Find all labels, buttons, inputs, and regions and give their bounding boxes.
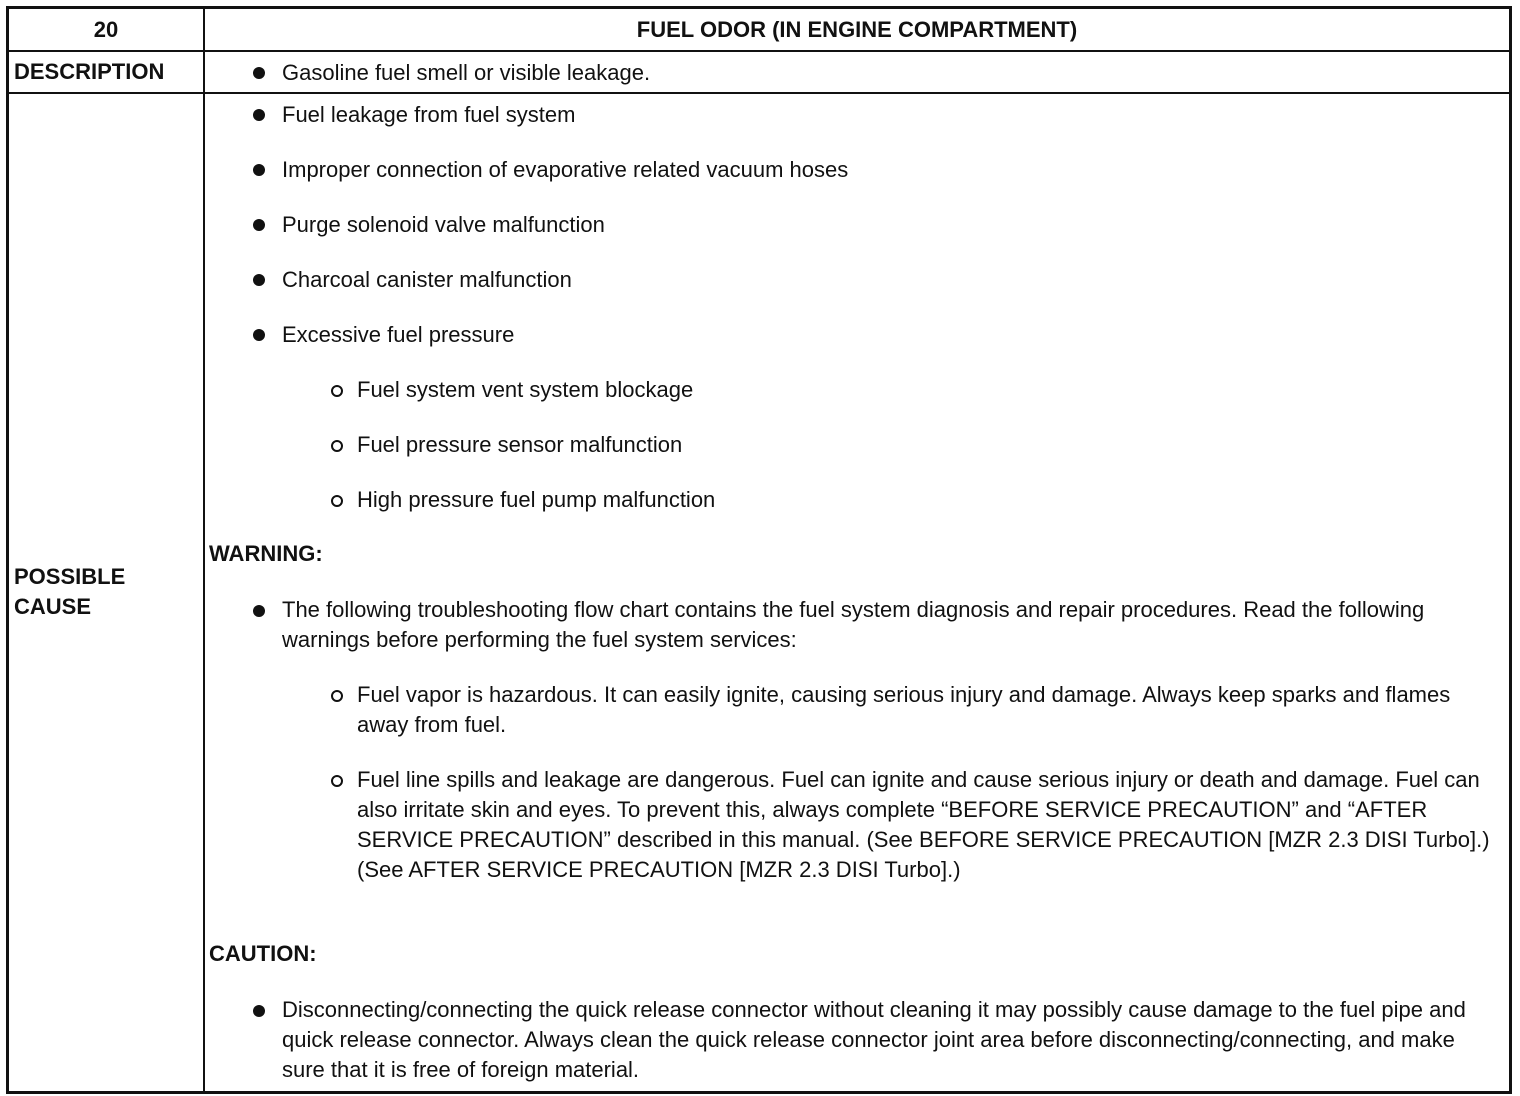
cause-item: Improper connection of evaporative related vacuum hoses (282, 157, 849, 182)
possible-cause-label (14, 562, 125, 622)
troubleshooting-table (6, 6, 1512, 1094)
circle-bullet-icon (331, 690, 343, 702)
bullet-icon (253, 605, 265, 617)
circle-bullet-icon (331, 495, 343, 507)
column-divider (203, 9, 205, 1091)
sub-cause-item: Fuel system vent system blockage (357, 377, 694, 402)
description-item: Gasoline fuel smell or visible leakage. (282, 60, 651, 85)
caution-item: Disconnecting/connecting the quick release connector without cleaning it may possibly cause damage to the fuel pipe and quick release connector. Always clean the quick release connector joint area before disconnecting/connecting, and make sure that it is free of foreign material. (282, 997, 1466, 1082)
page-title: FUEL ODOR (IN ENGINE COMPARTMENT) (636, 17, 1078, 42)
bullet-icon (253, 109, 265, 121)
bullet-icon (253, 219, 265, 231)
warning-heading: WARNING: (209, 541, 323, 566)
circle-bullet-icon (331, 440, 343, 452)
sub-cause-item: High pressure fuel pump malfunction (357, 487, 716, 512)
possible-cause-label-line2: CAUSE (14, 594, 92, 619)
cause-item: Charcoal canister malfunction (282, 267, 572, 292)
circle-bullet-icon (331, 775, 343, 787)
bullet-icon (253, 329, 265, 341)
sub-cause-item: Fuel pressure sensor malfunction (357, 432, 683, 457)
possible-cause-label-line1: POSSIBLE (14, 564, 126, 589)
cause-item: Excessive fuel pressure (282, 322, 515, 347)
header-divider (9, 50, 1509, 52)
bullet-icon (253, 1005, 265, 1017)
circle-bullet-icon (331, 385, 343, 397)
bullet-icon (253, 67, 265, 79)
caution-heading: CAUTION: (209, 941, 317, 966)
cause-item: Fuel leakage from fuel system (282, 102, 576, 127)
warning-item: The following troubleshooting flow chart contains the fuel system diagnosis and repair procedures. Read the following warnings before performing the fuel system services: (282, 597, 1425, 652)
step-number: 20 (93, 17, 119, 42)
warning-sub-item: Fuel vapor is hazardous. It can easily ignite, causing serious injury and damage. Always keep sparks and flames away from fuel. (357, 682, 1451, 737)
cause-item: Purge solenoid valve malfunction (282, 212, 605, 237)
bullet-icon (253, 274, 265, 286)
description-label: DESCRIPTION (14, 59, 165, 84)
bullet-icon (253, 164, 265, 176)
description-divider (9, 92, 1509, 94)
warning-sub-item: Fuel line spills and leakage are dangerous. Fuel can ignite and cause serious injury or death and damage. Fuel can also irritate skin and eyes. To prevent this, always complete “BEFORE SERVICE PRECAUTION” and “AFTER SERVICE PRECAUTION” described in this manual. (See BEFORE SERVICE PRECAUTION [MZR 2.3 DISI Turbo].) (See AFTER SERVICE PRECAUTION [MZR 2.3 DISI Turbo].) (357, 767, 1490, 882)
